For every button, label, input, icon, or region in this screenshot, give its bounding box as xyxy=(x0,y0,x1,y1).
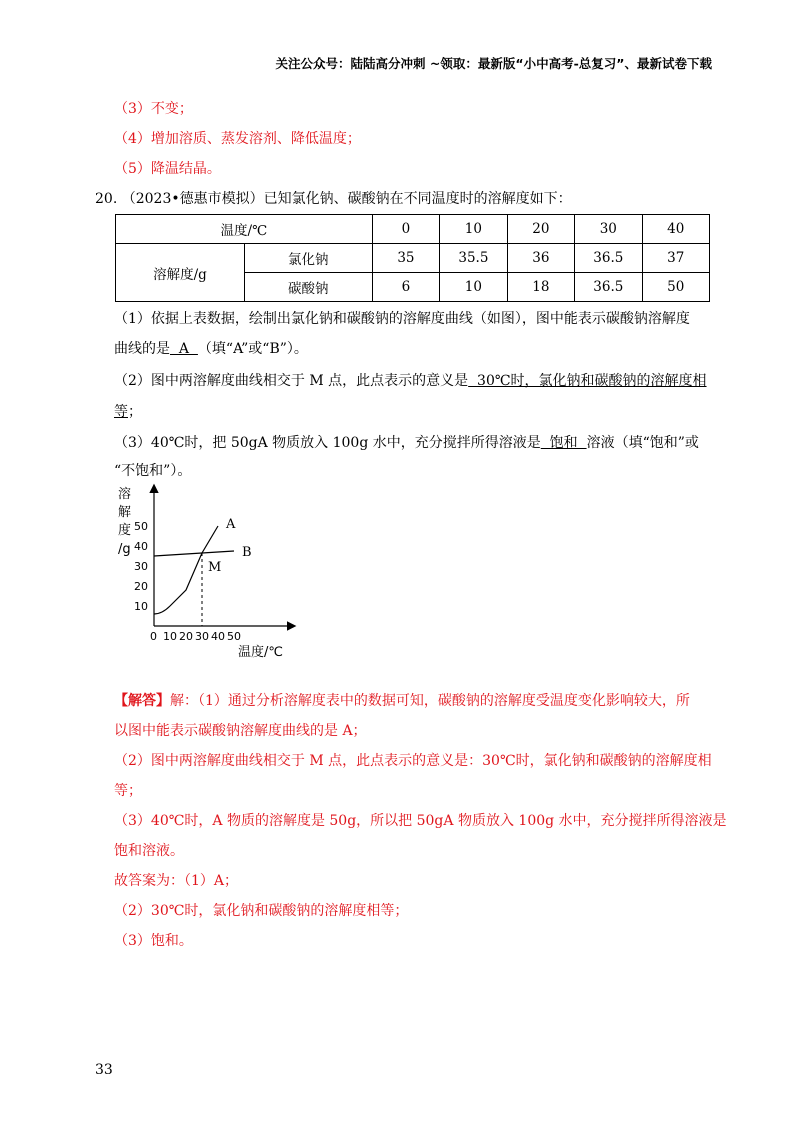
series-a-label: A xyxy=(226,517,236,532)
page-number: 33 xyxy=(95,1062,113,1078)
table-cell: 36.5 xyxy=(575,244,642,273)
table-cell: 50 xyxy=(642,273,709,302)
series-b-line xyxy=(154,551,234,556)
part1-prompt: 曲线的是 xyxy=(114,341,170,357)
final-answer-3: （3）饱和。 xyxy=(114,933,193,949)
y-tick-label: 20 xyxy=(134,580,148,593)
x-tick-label: 30 xyxy=(195,630,209,643)
row-name: 氯化钠 xyxy=(244,244,372,273)
answer-line-4: 等； xyxy=(114,783,142,799)
ylabel-char: 度 xyxy=(118,523,132,538)
answer-tag: 【解答】 xyxy=(114,693,170,709)
table-cell: 35 xyxy=(372,244,439,273)
y-tick-label: 30 xyxy=(134,560,148,573)
part3-line-a xyxy=(114,432,699,452)
final-answer-2: （2）30℃时，氯化钠和碳酸钠的溶解度相等； xyxy=(114,903,409,919)
solubility-header: 溶解度/g xyxy=(116,244,245,302)
y-tick-label: 10 xyxy=(134,600,148,613)
table-cell: 37 xyxy=(642,244,709,273)
x-tick-label: 20 xyxy=(179,630,193,643)
table-cell: 20 xyxy=(507,215,574,244)
ylabel-char: 解 xyxy=(118,505,132,520)
solubility-chart xyxy=(110,482,310,662)
part3-line-b: “不饱和”）。 xyxy=(114,463,192,479)
part1-line-b xyxy=(114,338,308,358)
table-cell: 40 xyxy=(642,215,709,244)
prev-answer-5: （5）降温结晶。 xyxy=(114,161,221,177)
answer-line-2: 以图中能表示碳酸钠溶解度曲线的是 A； xyxy=(114,723,367,739)
part3-hint: 溶液（填“饱和”或 xyxy=(586,435,699,451)
part1-line-a: （1）依据上表数据，绘制出氯化钠和碳酸钠的溶解度曲线（如图），图中能表示碳酸钠溶解度 xyxy=(114,311,690,327)
x-tick-label: 40 xyxy=(211,630,225,643)
part3-answer: 饱和 xyxy=(540,435,587,451)
table-cell: 35.5 xyxy=(440,244,507,273)
x-tick-label: 50 xyxy=(227,630,241,643)
table-row xyxy=(116,215,710,244)
answer-line-1 xyxy=(114,690,690,710)
y-tick-label: 40 xyxy=(134,540,148,553)
part1-hint: （填“A”或“B”）。 xyxy=(197,341,308,357)
prev-answer-3: （3）不变； xyxy=(114,101,193,117)
prev-answer-4: （4）增加溶质、蒸发溶剂、降低温度； xyxy=(114,131,361,147)
table-cell: 36 xyxy=(507,244,574,273)
table-cell: 6 xyxy=(372,273,439,302)
part2-prompt: （2）图中两溶解度曲线相交于 M 点，此点表示的意义是 xyxy=(114,373,469,389)
ylabel-char: 溶 xyxy=(118,487,132,502)
answer-line-5: （3）40℃时，A 物质的溶解度是 50g，所以把 50gA 物质放入 100g 水中，充分搅拌所得溶液是 xyxy=(114,813,727,829)
x-tick-label: 0 xyxy=(150,630,157,643)
page-header: 关注公众号：陆陆高分冲刺 ~领取：最新版“小中高考-总复习”、最新试卷下载 xyxy=(275,56,712,71)
part3-prompt: （3）40℃时，把 50gA 物质放入 100g 水中，充分搅拌所得溶液是 xyxy=(114,435,541,451)
y-tick-label: 50 xyxy=(134,520,148,533)
part2-answer: 30℃时，氯化钠和碳酸钠的溶解度相 xyxy=(468,373,707,389)
question-number: 20. xyxy=(95,191,118,207)
table-cell: 10 xyxy=(440,273,507,302)
part2-line-b xyxy=(114,401,142,421)
xlabel: 温度/℃ xyxy=(238,645,283,660)
x-tick-label: 10 xyxy=(163,630,177,643)
question-stem xyxy=(95,188,572,208)
part1-answer: A xyxy=(170,341,198,357)
table-cell: 0 xyxy=(372,215,439,244)
table-cell: 36.5 xyxy=(575,273,642,302)
table-cell: 18 xyxy=(507,273,574,302)
part2-line-a xyxy=(114,370,707,390)
answer-line-6: 饱和溶液。 xyxy=(114,843,184,859)
question-text: （2023•德惠市模拟）已知氯化钠、碳酸钠在不同温度时的溶解度如下： xyxy=(121,191,572,207)
answer-line-3: （2）图中两溶解度曲线相交于 M 点，此点表示的意义是：30℃时，氯化钠和碳酸钠的溶解度相 xyxy=(114,753,712,769)
part2-end: ； xyxy=(128,404,142,420)
series-b-label: B xyxy=(242,545,252,560)
part2-answer-cont: 等 xyxy=(114,404,128,420)
row-name: 碳酸钠 xyxy=(244,273,372,302)
intersection-label: M xyxy=(208,560,222,575)
temp-header: 温度/℃ xyxy=(116,215,373,244)
table-row xyxy=(116,244,710,273)
table-cell: 30 xyxy=(575,215,642,244)
solubility-table xyxy=(115,214,710,302)
answer-text: 解：（1）通过分析溶解度表中的数据可知，碳酸钠的溶解度受温度变化影响较大，所 xyxy=(170,693,690,709)
final-answer-title: 故答案为：（1）A； xyxy=(114,873,239,889)
ylabel-char: /g xyxy=(118,542,131,557)
table-cell: 10 xyxy=(440,215,507,244)
